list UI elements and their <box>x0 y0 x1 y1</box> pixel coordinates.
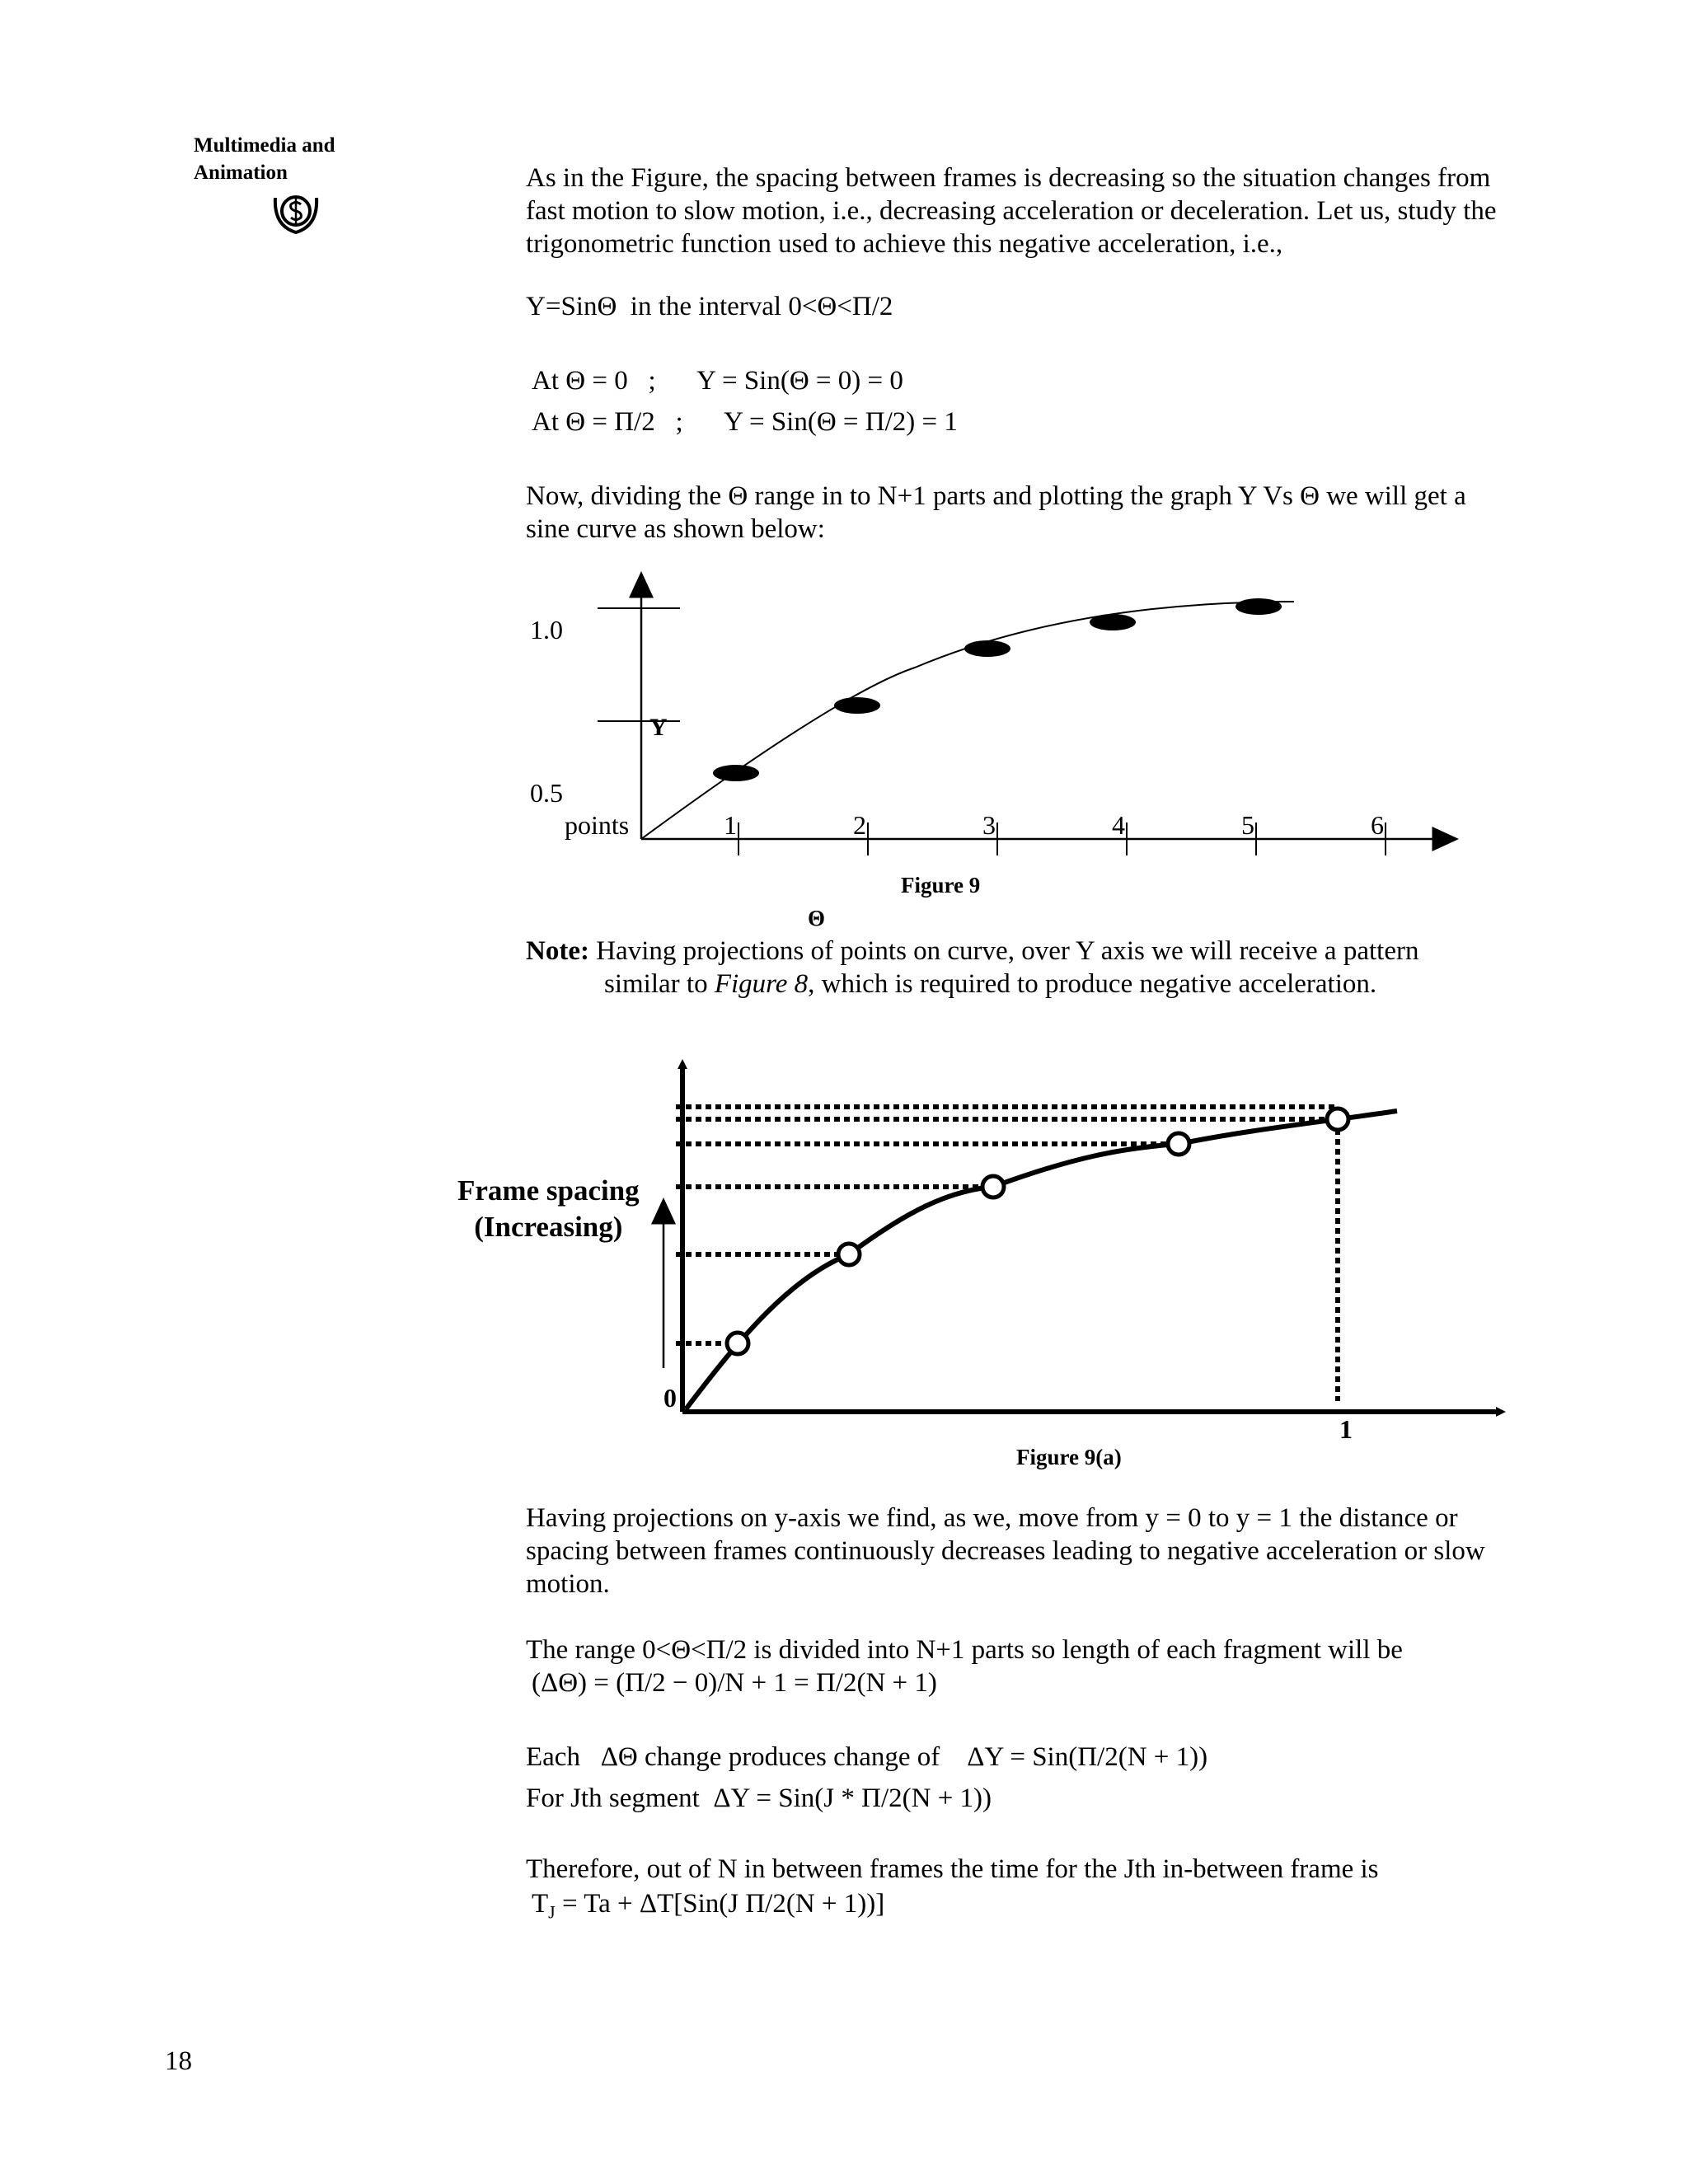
note-line-1: Having projections of points on curve, over Y axis we will receive a pattern <box>588 936 1419 966</box>
fig9a-y-label-line-2: (Increasing) <box>474 1211 623 1243</box>
fig9a-y-label-line-1: Frame spacing <box>457 1174 640 1207</box>
fig9-x-tick-label: 4 <box>1112 810 1125 840</box>
paragraph-dividing: Now, dividing the Θ range in to N+1 parts and plotting the graph Y Vs Θ we will get a sine curve as shown below: <box>526 481 1466 544</box>
fig9-x-tick-label: 1 <box>724 810 737 840</box>
time-line-1: Therefore, out of N in between frames the time for the Jth in-between frame is <box>526 1854 1379 1884</box>
equation-at-zero: At Θ = 0 ; Y = Sin(Θ = 0) = 0 <box>532 366 903 396</box>
page-number: 18 <box>165 2046 192 2076</box>
fig9-y-label: Y <box>649 714 668 741</box>
header-line-2: Animation <box>194 162 288 184</box>
note-line-2: similar to Figure 8, which is required to produce negative acceleration. <box>604 969 1377 999</box>
fig9a-y-label <box>457 1173 640 1245</box>
fig9a-data-point <box>1168 1133 1189 1155</box>
time-line-2: $T_J = Ta + \Delta T[Sin(J$ Π/2(N + 1))] <box>532 1889 885 1923</box>
equation-interval: Y=SinΘ in the interval 0<Θ<Π/2 <box>526 292 893 321</box>
fig9-caption: Figure 9 <box>901 873 981 898</box>
fig9-data-point <box>1090 614 1136 630</box>
delta-line-1: Each ΔΘ change produces change of ΔY = Sin(Π/2(N + 1)) <box>526 1742 1208 1772</box>
fig9-theta-label: Θ <box>808 906 826 930</box>
fig9a-caption: Figure 9(a) <box>1016 1445 1122 1469</box>
fig9-data-point <box>964 640 1010 657</box>
fig9-points-label: points <box>565 810 630 840</box>
fig9-data-point <box>834 697 880 714</box>
range-line-1: The range 0<Θ<Π/2 is divided into N+1 parts so length of each fragment will be <box>526 1635 1403 1665</box>
fig9a-data-point <box>1327 1108 1348 1130</box>
fig9a-x-end-label: 1 <box>1339 1414 1353 1444</box>
fig9-sine-curve <box>641 602 1294 839</box>
fig9a-curve <box>686 1111 1397 1409</box>
range-line-2: (ΔΘ) = (Π/2 − 0)/N + 1 = Π/2(N + 1) <box>532 1668 937 1698</box>
intro-text: As in the Figure, the spacing between frames is decreasing so the situation changes from fast motion to slow motion, i.e., decreasing acceleration or deceleration. Let us, study the trigonometric function used to achieve this negative acceleration, i.e., <box>526 163 1497 259</box>
fig9a-data-point <box>838 1244 860 1265</box>
delta-line-2: For Jth segment ΔY = Sin(J * Π/2(N + 1)) <box>526 1783 992 1813</box>
equation-at-pi: At Θ = Π/2 ; Y = Sin(Θ = Π/2) = 1 <box>532 407 958 437</box>
fig9-y-tick-label-lo: 0.5 <box>530 778 563 808</box>
note-block <box>526 935 1556 1001</box>
header-line-1: Multimedia and <box>194 134 335 157</box>
fig9-data-point <box>713 765 759 781</box>
note-figure-ref: Figure 8 <box>714 969 809 999</box>
fig9-x-tick-label: 3 <box>982 810 996 840</box>
fig9a-data-point <box>982 1176 1004 1197</box>
note-label: Note: <box>526 936 589 966</box>
fig9-data-point <box>1236 598 1282 615</box>
fig9a-origin-label: 0 <box>663 1383 677 1413</box>
fig9-x-tick-label: 2 <box>853 810 866 840</box>
fig9-x-tick-label: 5 <box>1241 810 1254 840</box>
paragraph-projections: Having projections on y-axis we find, as we, move from y = 0 to y = 1 the distance or spacing between frames continuously decreases leading to negative acceleration or slow motion. <box>526 1503 1485 1599</box>
fig9-y-tick-label-hi: 1.0 <box>530 615 563 644</box>
fig9a-data-point <box>727 1333 748 1354</box>
fig9-x-tick-label: 6 <box>1371 810 1384 840</box>
